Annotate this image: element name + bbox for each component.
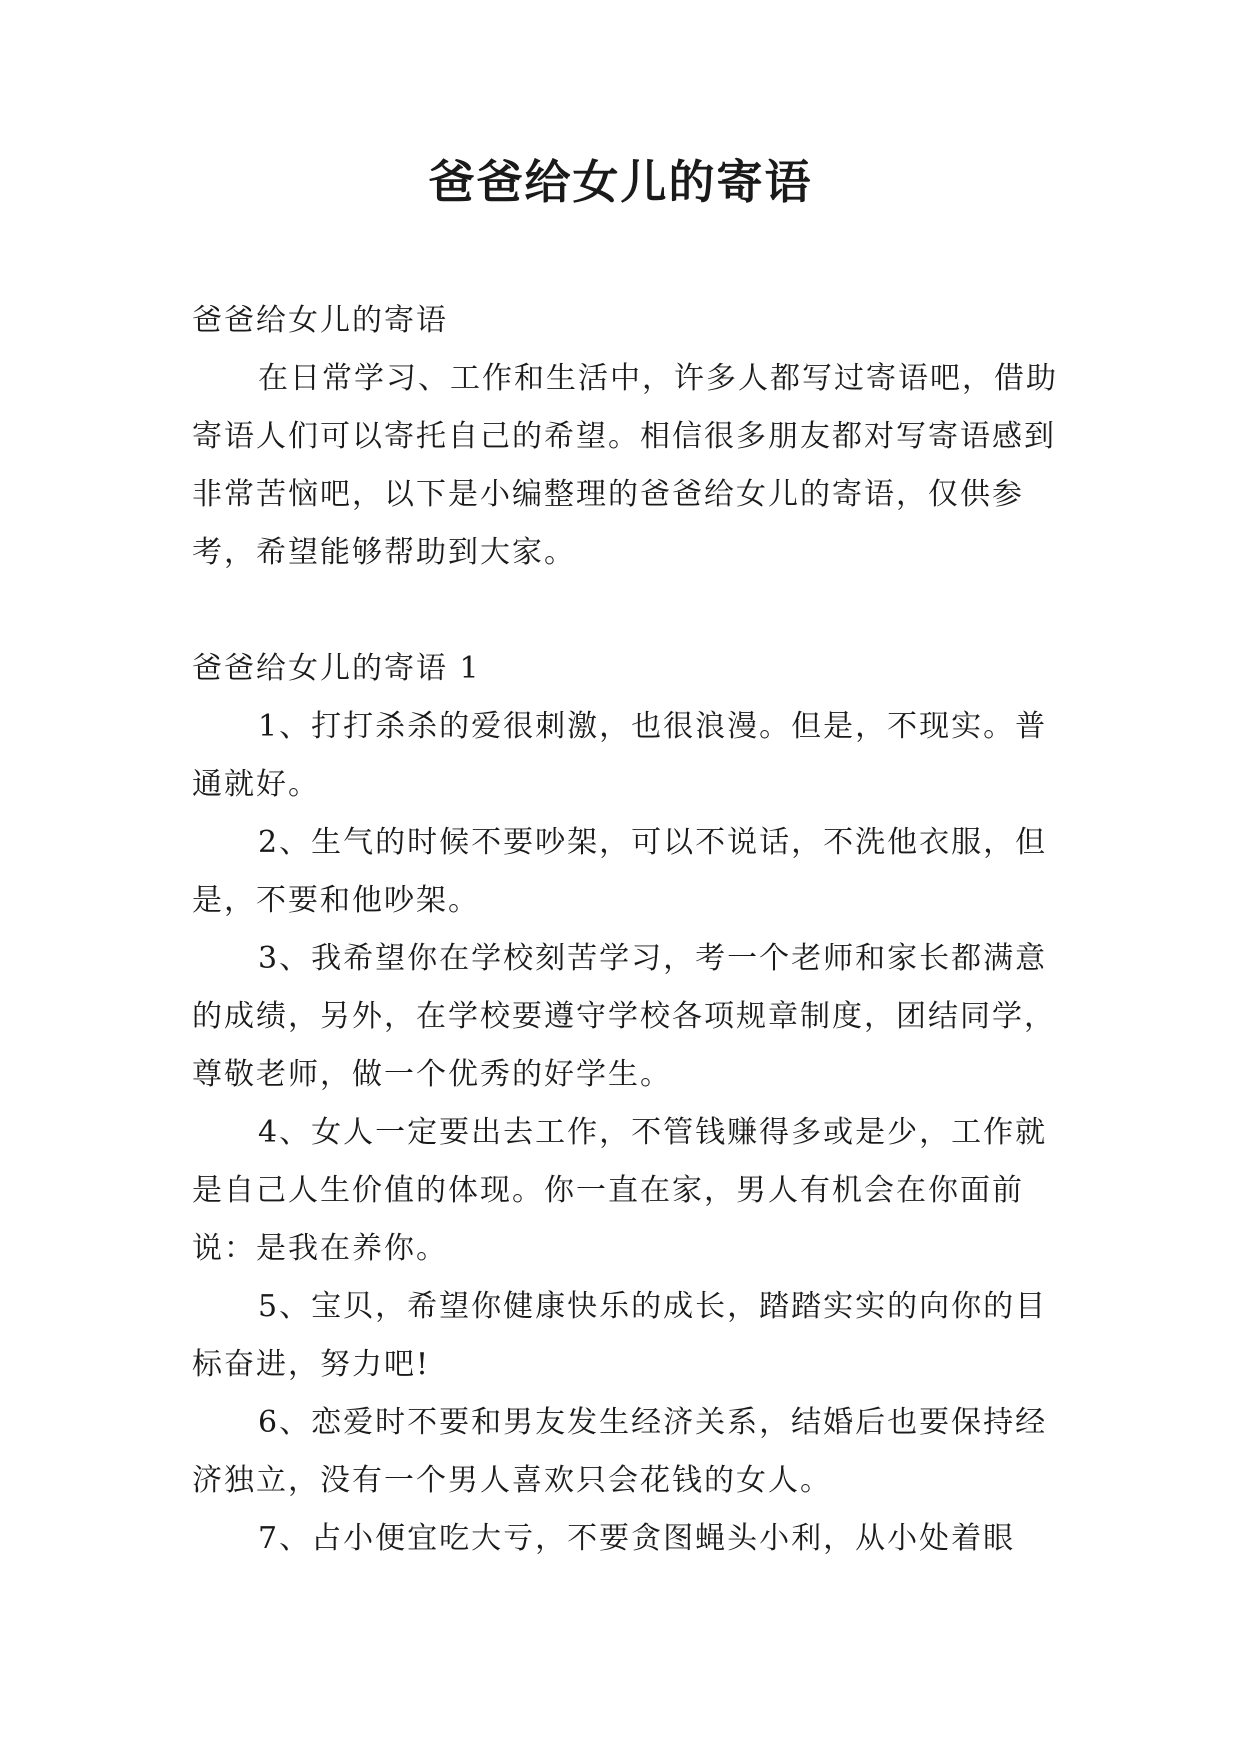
document-body [192, 292, 1058, 1568]
list-item: 3、我希望你在学校刻苦学习，考一个老师和家长都满意的成绩，另外，在学校要遵守学校各项规章制度，团结同学，尊敬老师，做一个优秀的好学生。 [192, 941, 1056, 1092]
section-spacer [192, 582, 1058, 640]
list-item: 4、女人一定要出去工作，不管钱赚得多或是少，工作就是自己人生价值的体现。你一直在家，男人有机会在你面前说：是我在养你。 [192, 1115, 1048, 1266]
list-item: 1、打打杀杀的爱很刺激，也很浪漫。但是，不现实。普通就好。 [192, 709, 1048, 802]
document-subtitle: 爸爸给女儿的寄语 [192, 303, 448, 338]
list-item: 7、占小便宜吃大亏，不要贪图蝇头小利，从小处着眼 [258, 1521, 1016, 1556]
section-heading: 爸爸给女儿的寄语 1 [192, 651, 481, 686]
list-item: 6、恋爱时不要和男友发生经济关系，结婚后也要保持经济独立，没有一个男人喜欢只会花钱的女人。 [192, 1405, 1048, 1498]
intro-paragraph: 在日常学习、工作和生活中，许多人都写过寄语吧，借助寄语人们可以寄托自己的希望。相信很多朋友都对写寄语感到非常苦恼吧，以下是小编整理的爸爸给女儿的寄语，仅供参考，希望能够帮助到大家。 [192, 361, 1058, 570]
page-title: 爸爸给女儿的寄语 [428, 155, 813, 209]
list-item: 2、生气的时候不要吵架，可以不说话，不洗他衣服，但是，不要和他吵架。 [192, 825, 1048, 918]
list-item: 5、宝贝，希望你健康快乐的成长，踏踏实实的向你的目标奋进，努力吧! [192, 1289, 1048, 1382]
